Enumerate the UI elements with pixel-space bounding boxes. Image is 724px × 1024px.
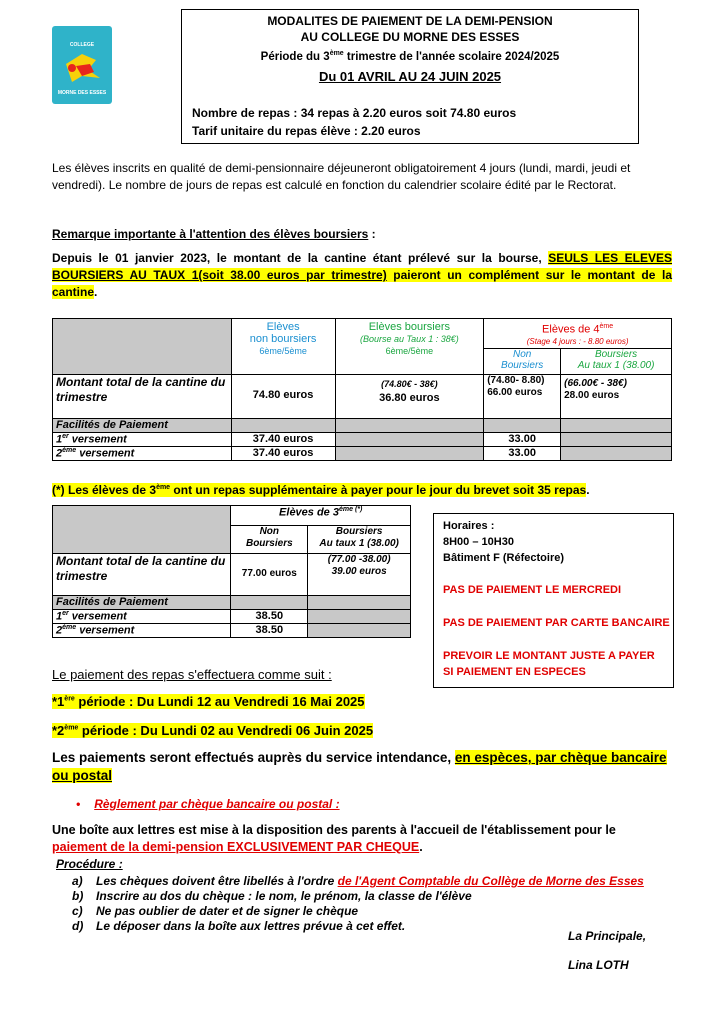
table2-total-boursiers: (77.00 -38.00) 39.00 euros: [308, 554, 411, 596]
table1-corner: [53, 319, 232, 375]
table2-first-nonboursiers: 38.50: [231, 610, 308, 624]
step-c: c) Ne pas oublier de dater et de signer le chèque: [72, 904, 359, 918]
procedure-title: Procédure :: [56, 857, 123, 871]
pricing-table-6-5-4: [52, 318, 672, 461]
table2-first-payment-label: 1er versement: [53, 610, 231, 624]
hours-place: Bâtiment F (Réfectoire): [443, 552, 565, 564]
table1-sub-boursiers: Boursiers Au taux 1 (38.00): [561, 348, 672, 374]
table1-sub-nonboursiers: Non Boursiers: [484, 348, 561, 374]
note-3e: (*) Les élèves de 3ème ont un repas supplémentaire à payer pour le jour du brevet soit 35 repas.: [52, 483, 590, 497]
table2-total-nonboursiers: 77.00 euros: [231, 554, 308, 596]
procedure-steps: [72, 874, 672, 934]
table1-row-total-label: Montant total de la cantine du trimestre: [53, 374, 232, 418]
warn-exact-amount: PREVOIR LE MONTANT JUSTE A PAYER: [443, 650, 655, 662]
remark-title: Remarque importante à l'attention des élèves boursiers :: [52, 227, 376, 241]
payments-text: Les paiements seront effectués auprès du service intendance, en espèces, par chèque bancaire ou postal: [52, 750, 667, 783]
warn-card: PAS DE PAIEMENT PAR CARTE BANCAIRE: [443, 617, 670, 629]
table1-second-4e: 33.00: [484, 446, 561, 460]
table2-second-nonboursiers: 38.50: [231, 624, 308, 638]
college-logo: [52, 26, 112, 104]
hours-time: 8H00 – 10H30: [443, 536, 514, 548]
table2-head: Elèves de $3^{ème (*)}$: [231, 506, 411, 526]
warn-wednesday: PAS DE PAIEMENT LE MERCREDI: [443, 584, 622, 596]
header-dates: Du 01 AVRIL AU 24 JUIN 2025: [318, 69, 502, 84]
table1-facilities-label: Facilités de Paiement: [53, 418, 232, 432]
table2-sub-nonboursiers: Non Boursiers: [231, 526, 308, 554]
header-title1: MODALITES DE PAIEMENT DE LA DEMI-PENSION: [267, 14, 553, 28]
header-period: Période du 3ème trimestre de l'année scolaire 2024/2025: [260, 50, 560, 63]
warn-cash: SI PAIEMENT EN ESPECES: [443, 666, 586, 678]
step-d: d) Le déposer dans la boîte aux lettres prévue à cet effet.: [72, 919, 406, 933]
table1-total-4e-non: (74.80- 8.80) 66.00 euros: [484, 374, 561, 418]
signature-name: Lina LOTH: [568, 958, 629, 972]
header-meals: Nombre de repas : 34 repas à 2.20 euros soit 74.80 euros: [192, 106, 517, 120]
hours-box: [433, 513, 674, 688]
header-box: [181, 9, 639, 144]
signature-title: La Principale,: [568, 929, 647, 943]
table1-col-boursiers: Elèves boursiers (Bourse au Taux 1 : 38€) 6ème/5ème: [335, 319, 484, 375]
table2-second-payment-label: 2ème versement: [53, 624, 231, 638]
logo-line1: COLLEGE: [69, 42, 95, 48]
header-unit-price: Tarif unitaire du repas élève : 2.20 euros: [192, 124, 421, 138]
table1-first-nonboursiers: 37.40 euros: [231, 432, 335, 446]
table1-first-payment-label: 1er versement: [53, 432, 232, 446]
step-a: a) Les chèques doivent être libellés à l'ordre de l'Agent Comptable du Collège de Morne des Esses: [72, 874, 644, 888]
table2-facilities-label: Facilités de Paiement: [53, 596, 231, 610]
table2-row-total-label: Montant total de la cantine du trimestre: [53, 554, 231, 596]
table2-sub-boursiers: Boursiers Au taux 1 (38.00): [308, 526, 411, 554]
intro-text: Les élèves inscrits en qualité de demi-pensionnaire déjeuneront obligatoirement 4 jours (lundi, mardi, jeudi et vendredi). Le nombre de jours de repas est calculé en fonction du calendrier scolaire édité par le Rectorat.: [52, 161, 631, 192]
table1-first-4e: 33.00: [484, 432, 561, 446]
table1-total-boursiers: (74.80€ - 38€) 36.80 euros: [335, 374, 484, 418]
bullet-check: • Règlement par chèque bancaire ou postal :: [76, 797, 340, 811]
header-title2: AU COLLEGE DU MORNE DES ESSES: [300, 30, 520, 44]
table1-total-4e-boursiers: (66.00€ - 38€) 28.00 euros: [561, 374, 672, 418]
table1-second-payment-label: 2ème versement: [53, 446, 232, 460]
table1-total-nonboursiers: 74.80 euros: [231, 374, 335, 418]
period-2: *2ème période : Du Lundi 02 au Vendredi 06 Juin 2025: [52, 723, 374, 739]
table1-second-nonboursiers: 37.40 euros: [231, 446, 335, 460]
hours-title: Horaires :: [443, 520, 495, 532]
step-b: b) Inscrire au dos du chèque : le nom, le prénom, la classe de l'élève: [72, 889, 472, 903]
payment-intro: Le paiement des repas s'effectuera comme suit :: [52, 667, 332, 682]
logo-line2: MORNE DES ESSES: [57, 90, 107, 96]
mailbox-text: Une boîte aux lettres est mise à la disposition des parents à l'accueil de l'établissement pour le paiement de la demi-pension EXCLUSIVEMENT PAR CHEQUE.: [52, 823, 616, 854]
period-1: *1ère période : Du Lundi 12 au Vendredi 16 Mai 2025: [52, 694, 365, 710]
table1-col-nonboursiers: Elèves non boursiers 6ème/5ème: [231, 319, 335, 375]
table1-col-4e: Elèves de 4ème (Stage 4 jours : - 8.80 euros): [484, 319, 672, 349]
remark-text: Depuis le 01 janvier 2023, le montant de la cantine étant prélevé sur la bourse, SEULS LES ELEVES BOURSIERS AU TAUX 1(soit 38.00 euros par trimestre) paieront un complément sur le montant de la cantine.: [52, 251, 672, 299]
pricing-table-3e: [52, 505, 411, 638]
